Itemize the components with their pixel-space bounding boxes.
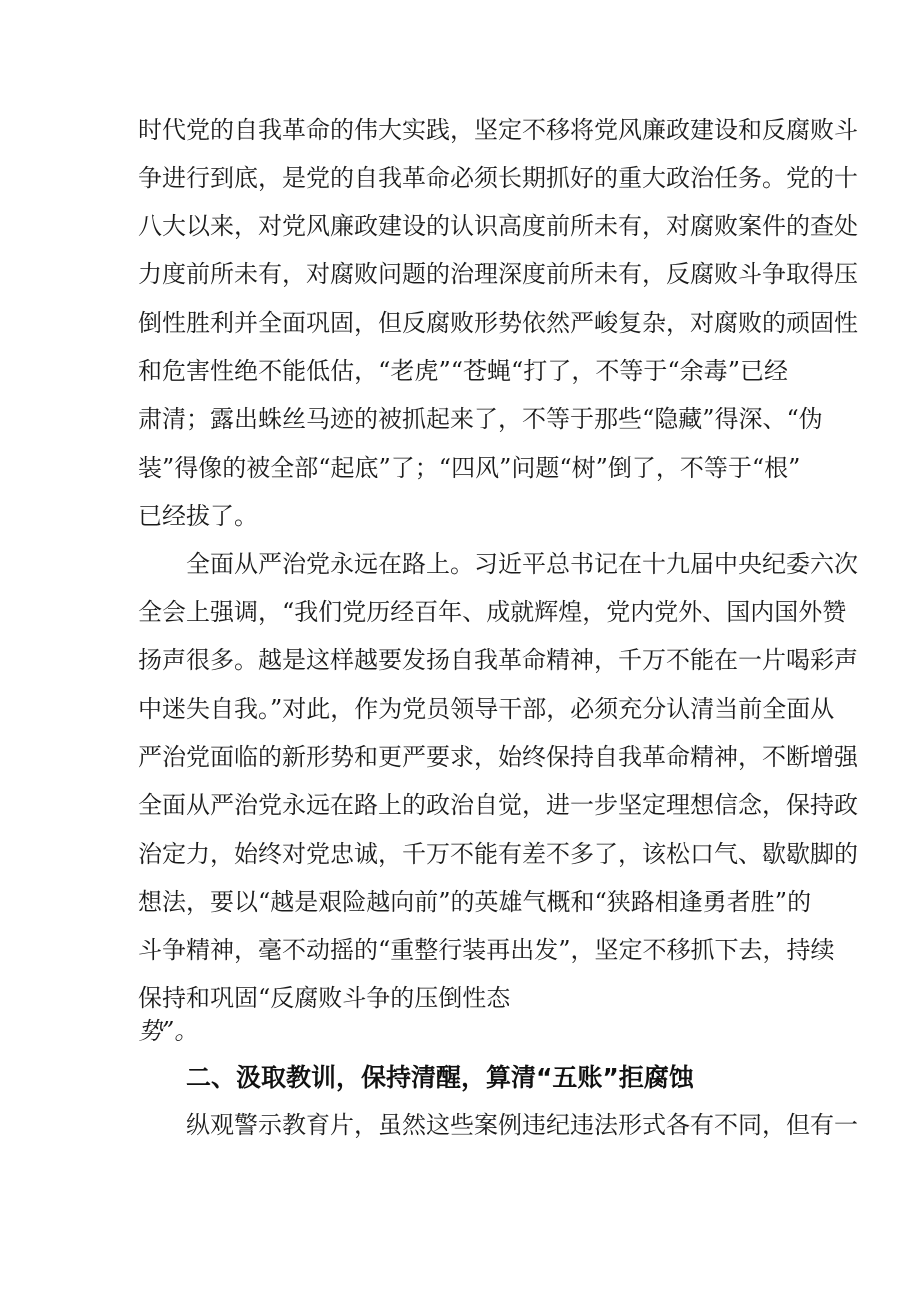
text-line: 全会上强调，“我们党历经百年、成就辉煌，党内党外、国内国外赞 — [138, 598, 847, 626]
text-line: 争进行到底，是党的自我革命必须长期抓好的重大政治任务。党的十 — [138, 164, 858, 192]
text-line: 装”得像的被全部“起底”了；“四风”问题“树”倒了，不等于“根” — [138, 454, 801, 482]
text-line: 斗争精神，毫不动摇的“重整行装再出发”，坚定不移抓下去，持续 — [138, 936, 835, 964]
text-line: 保持和巩固“反腐败斗争的压倒性态 — [138, 984, 511, 1012]
text-line: 中迷失自我。”对此，作为党员领导干部，必须充分认清当前全面从 — [138, 695, 835, 723]
text-line: 倒性胜利并全面巩固，但反腐败形势依然严峻复杂，对腐败的顽固性 — [138, 309, 858, 337]
text-line: 力度前所未有，对腐败问题的治理深度前所未有，反腐败斗争取得压 — [138, 260, 858, 288]
text-line: 纵观警示教育片，虽然这些案例违纪违法形式各有不同，但有一 — [186, 1111, 858, 1139]
text-line: 全面从严治党永远在路上的政治自觉，进一步坚定理想信念，保持政 — [138, 791, 858, 819]
text-line: 扬声很多。越是这样越要发扬自我革命精神，千万不能在一片喝彩声 — [138, 646, 858, 674]
text-line: 八大以来，对党风廉政建设的认识高度前所未有，对腐败案件的查处 — [138, 212, 858, 240]
text-line: 治定力，始终对党忠诚，千万不能有差不多了，该松口气、歇歇脚的 — [138, 840, 858, 868]
text-line: 时代党的自我革命的伟大实践，坚定不移将党风廉政建设和反腐败斗 — [138, 116, 858, 144]
text-line: 想法，要以“越是艰险越向前”的英雄气概和“狭路相逢勇者胜”的 — [138, 888, 812, 916]
text-line: 严治党面临的新形势和更严要求，始终保持自我革命精神，不断增强 — [138, 743, 858, 771]
text-line: 肃清；露出蛛丝马迹的被抓起来了，不等于那些“隐藏”得深、“伪 — [138, 405, 823, 433]
section-heading: 二、汲取教训，保持清醒，算清“五账”拒腐蚀 — [186, 1063, 694, 1092]
text-line: 已经拔了。 — [138, 502, 258, 530]
text-line: 势”。 — [138, 1017, 199, 1045]
text-line: 和危害性绝不能低估，“老虎”“苍蝇“打了，不等于“余毒”已经 — [138, 357, 788, 385]
text-line: 全面从严治党永远在路上。习近平总书记在十九届中央纪委六次 — [186, 550, 858, 578]
